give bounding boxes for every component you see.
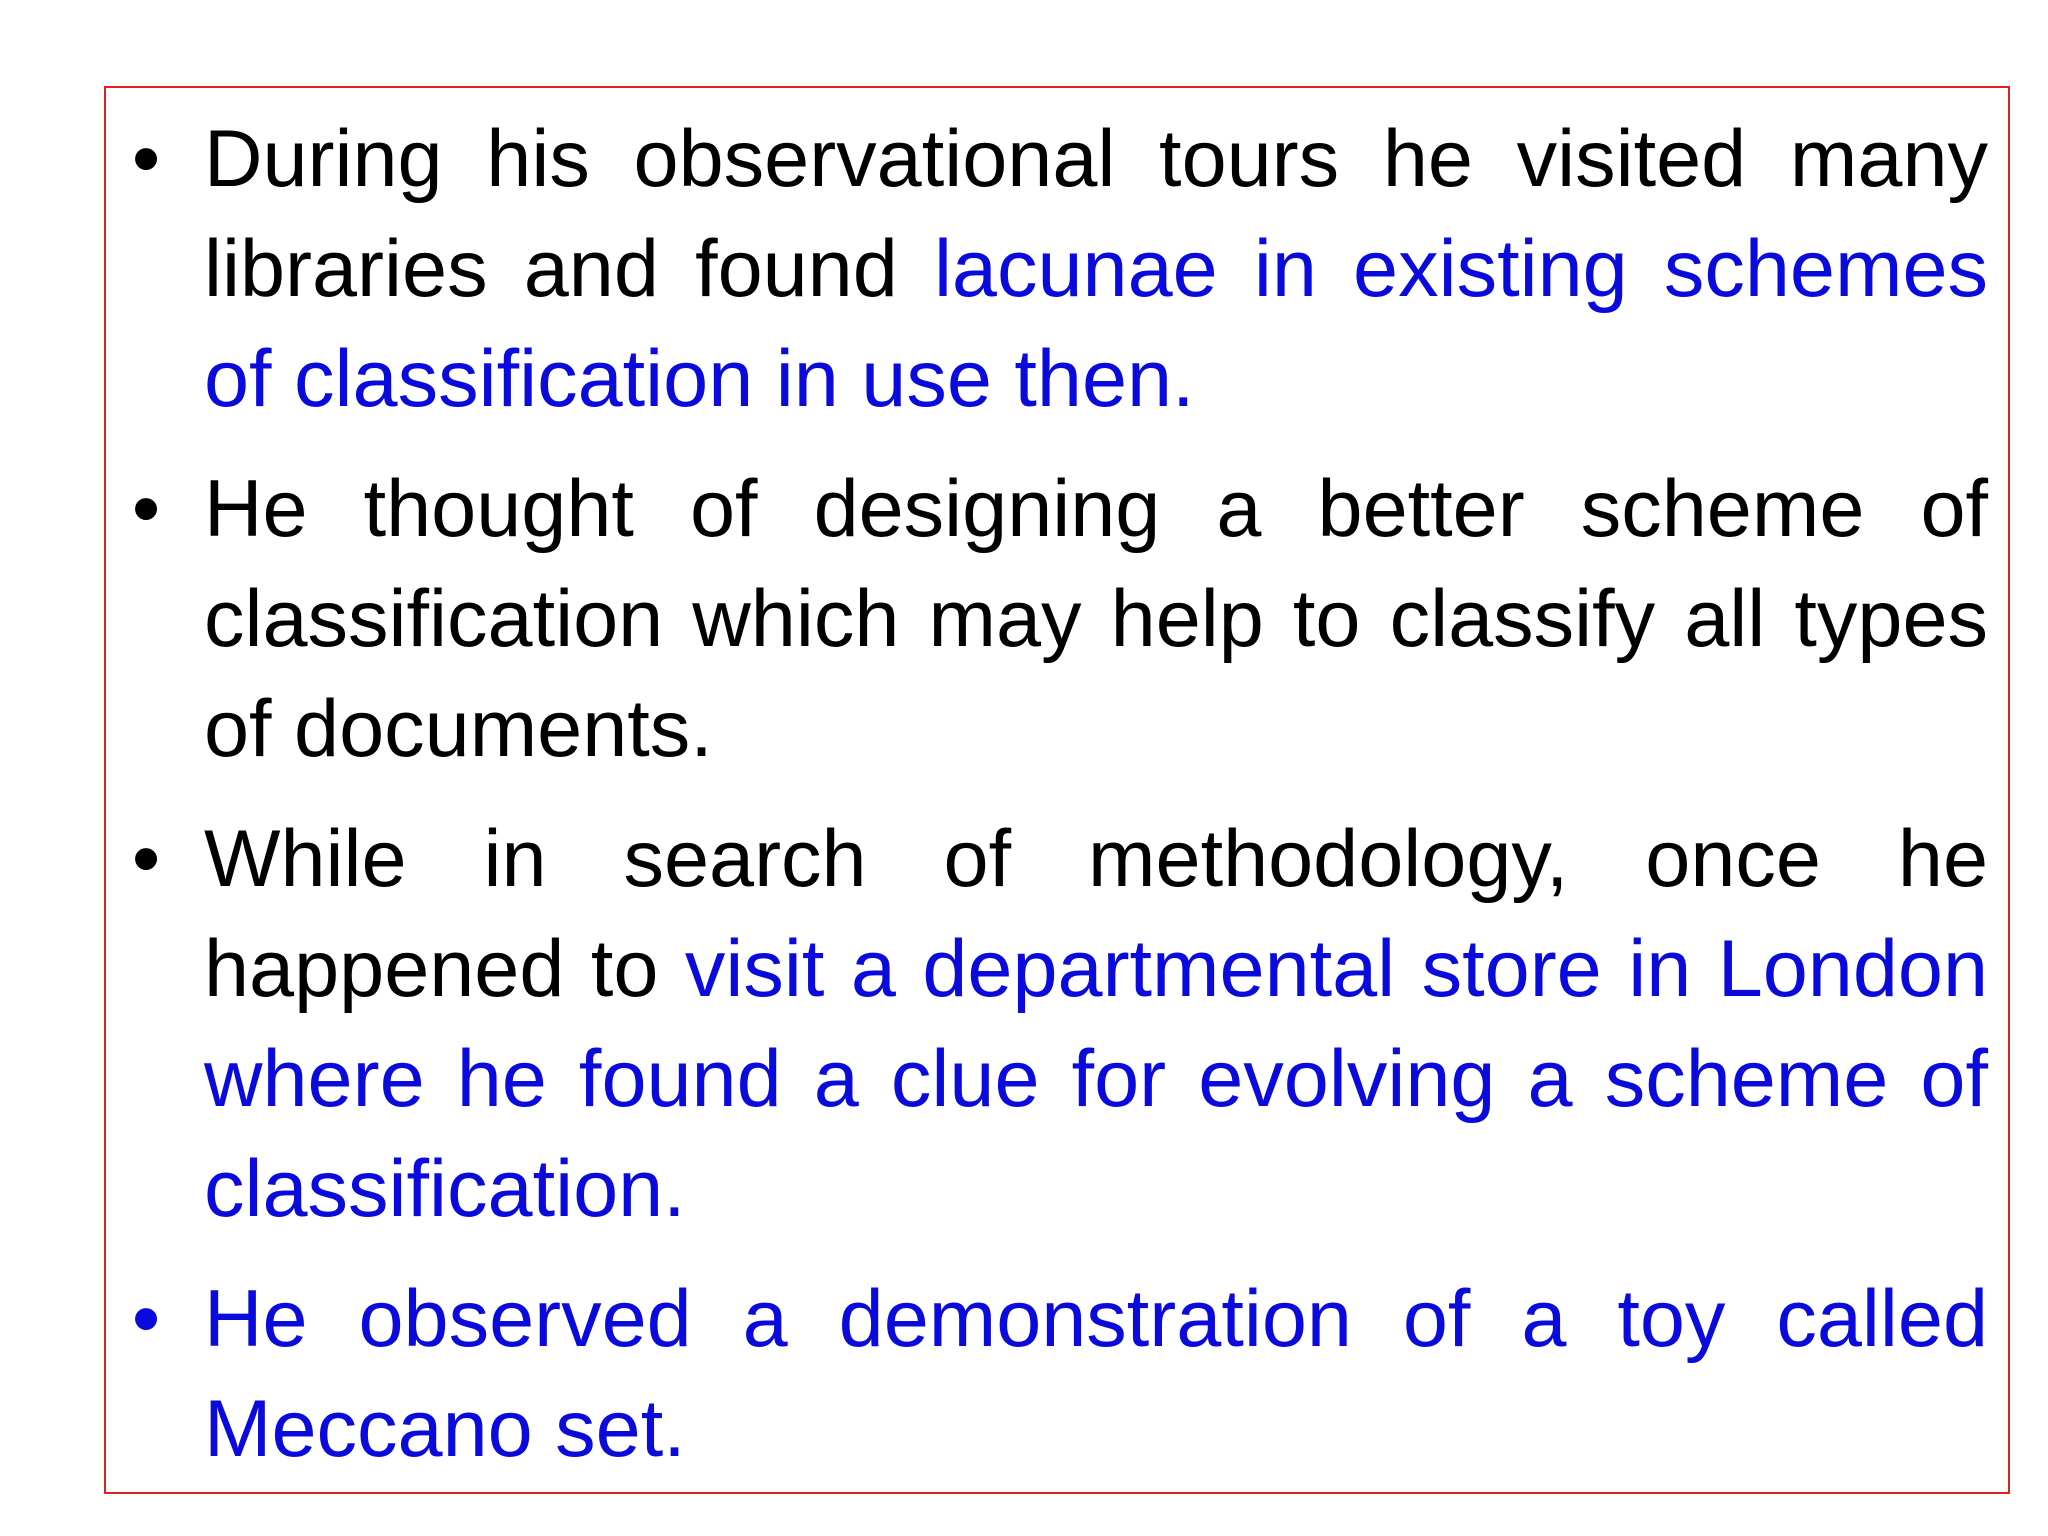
bullet-item-2 [106, 454, 2008, 784]
bullet-item-4 [106, 1264, 2008, 1484]
bullet-dot: • [131, 1274, 161, 1364]
bullet-list [106, 88, 2008, 1484]
bullet-dot: • [131, 814, 161, 904]
bullet-highlight: visit a departmental store in London where he found a clue for evolving a scheme of classification. [204, 924, 1988, 1234]
bullet-item-1 [106, 104, 2008, 434]
bullet-highlight: lacunae in existing schemes of classification in use then. [204, 224, 1988, 424]
bullet-text: During his observational tours he visited many libraries and found [204, 114, 1988, 314]
bullet-text: He thought of designing a better scheme of classification which may help to classify all types of documents. [204, 464, 1988, 774]
bullet-text: While in search of methodology, once he happened to [204, 814, 1988, 1014]
slide-frame [104, 86, 2010, 1494]
bullet-highlight: He observed a demonstration of a toy called Meccano set. [204, 1274, 1988, 1474]
bullet-item-3 [106, 804, 2008, 1244]
bullet-dot: • [131, 464, 161, 554]
bullet-dot: • [131, 114, 161, 204]
